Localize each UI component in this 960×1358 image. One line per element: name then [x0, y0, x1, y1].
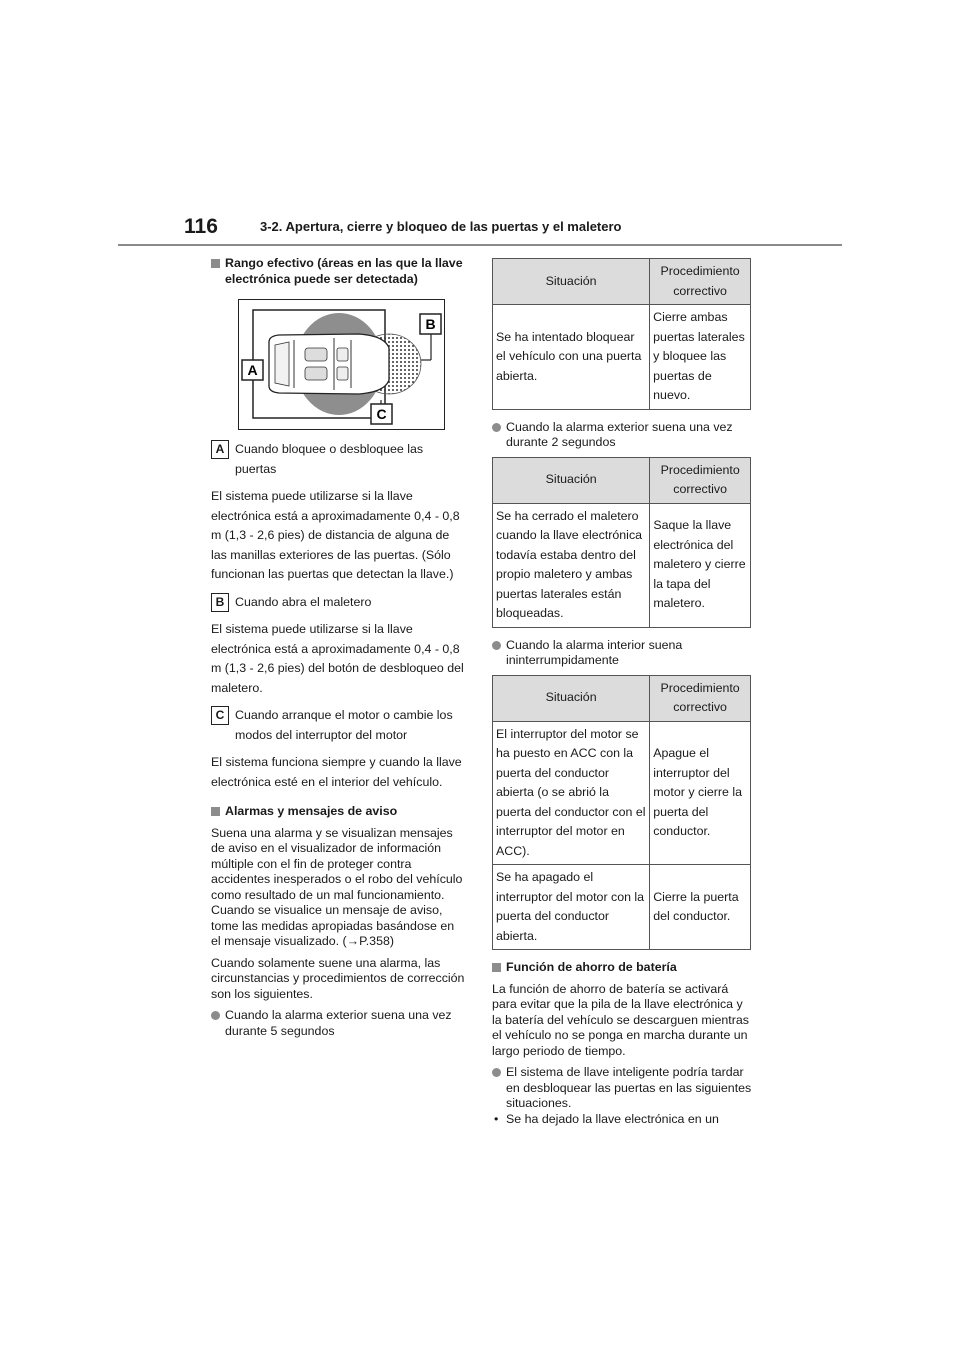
cell-situation: El interruptor del motor se ha puesto en ACC con la puerta del conductor abierta (o se abrió la puerta del conductor con el interruptor del motor en ACC). — [493, 721, 650, 865]
table-engine-switch — [492, 675, 751, 951]
paragraph-alarms-2: Cuando solamente suene una alarma, las circunstancias y procedimientos de corrección son los siguientes. — [211, 955, 465, 1001]
car-detection-illustration — [239, 300, 444, 429]
th-procedure: Procedimiento correctivo — [650, 675, 751, 721]
label-a-text: Cuando bloquee o desbloquee las puertas — [235, 442, 424, 476]
figure-label-c: C — [376, 406, 387, 422]
th-procedure: Procedimiento correctivo — [650, 457, 751, 503]
item-interior-continuous: Cuando la alarma interior suena ininterrumpidamente — [492, 638, 752, 669]
label-a-box: A — [211, 440, 229, 459]
th-situation: Situación — [493, 259, 650, 305]
heading-effective-range: Rango efectivo (áreas en las que la llave electrónica puede ser detectada) — [211, 256, 466, 287]
label-a-row — [211, 440, 466, 479]
label-c-text: Cuando arranque el motor o cambie los modos del interruptor del motor — [235, 708, 453, 742]
heading-alarms: Alarmas y mensajes de aviso — [211, 804, 466, 820]
table-open-door — [492, 258, 751, 410]
label-c-row — [211, 706, 466, 745]
item-exterior-2s: Cuando la alarma exterior suena una vez durante 2 segundos — [492, 420, 752, 451]
header-rule — [118, 244, 842, 246]
label-b-text: Cuando abra el maletero — [235, 594, 372, 609]
paragraph-alarms-1: Suena una alarma y se visualizan mensajes de aviso en el visualizador de información múltiple con el fin de proteger contra accidentes inesperados o el robo del vehículo como resultado de un mal funcionamiento. Cuando se visualice un mensaje de aviso, tome las medidas apropiadas basándose en el mensaje visualizado. (→P.358) — [211, 825, 463, 948]
right-column — [492, 258, 752, 1127]
heading-battery-saver: Función de ahorro de batería — [492, 960, 752, 976]
left-column — [211, 256, 466, 1045]
detection-range-figure — [238, 299, 445, 430]
figure-label-b: B — [425, 316, 436, 332]
th-situation: Situación — [493, 675, 650, 721]
bullet-item: • Se ha dejado la llave electrónica en un — [492, 1112, 752, 1128]
paragraph-c: El sistema funciona siempre y cuando la llave electrónica esté en el interior del vehículo. — [211, 755, 462, 789]
cell-situation: Se ha cerrado el maletero cuando la llave electrónica todavía estaba dentro del propio maletero y ambas puertas laterales están bloqueadas. — [493, 503, 650, 627]
table-row — [493, 305, 751, 410]
cell-procedure: Apague el interruptor del motor y cierre la puerta del conductor. — [650, 721, 751, 865]
figure-label-a: A — [247, 362, 258, 378]
table-row — [493, 865, 751, 950]
label-b-row — [211, 593, 466, 613]
cell-procedure: Saque la llave electrónica del maletero y cierre la tapa del maletero. — [650, 503, 751, 627]
table-row — [493, 503, 751, 627]
item-exterior-5s: Cuando la alarma exterior suena una vez durante 5 segundos — [211, 1008, 466, 1039]
cell-procedure: Cierre la puerta del conductor. — [650, 865, 751, 950]
table-row — [493, 721, 751, 865]
label-b-box: B — [211, 593, 229, 612]
cell-situation: Se ha intentado bloquear el vehículo con una puerta abierta. — [493, 305, 650, 410]
paragraph-battery: La función de ahorro de batería se activará para evitar que la pila de la llave electrónica y la batería del vehículo se descarguen mientras el vehículo no se ponga en marcha durante un largo periodo de tiempo. — [492, 981, 749, 1058]
section-title: 3-2. Apertura, cierre y bloqueo de las puertas y el maletero — [260, 219, 622, 234]
cell-situation: Se ha apagado el interruptor del motor con la puerta del conductor abierta. — [493, 865, 650, 950]
cell-procedure: Cierre ambas puertas laterales y bloquee las puertas de nuevo. — [650, 305, 751, 410]
th-procedure: Procedimiento correctivo — [650, 259, 751, 305]
page-number: 116 — [184, 215, 218, 238]
table-trunk-key — [492, 457, 751, 628]
label-c-box: C — [211, 706, 229, 725]
paragraph-a: El sistema puede utilizarse si la llave electrónica está a aproximadamente 0,4 - 0,8 m (1,3 - 2,6 pies) de distancia de alguna de las manillas exteriores de las puertas. (Sólo funcionan las puertas que detectan la llave.) — [211, 489, 460, 581]
paragraph-b: El sistema puede utilizarse si la llave electrónica está a aproximadamente 0,4 - 0,8 m (1,3 - 2,6 pies) del botón de desbloqueo del maletero. — [211, 622, 464, 695]
page-header — [0, 0, 960, 250]
th-situation: Situación — [493, 457, 650, 503]
item-smart-key: El sistema de llave inteligente podría tardar en desbloquear las puertas en las siguientes situaciones. — [492, 1065, 752, 1112]
